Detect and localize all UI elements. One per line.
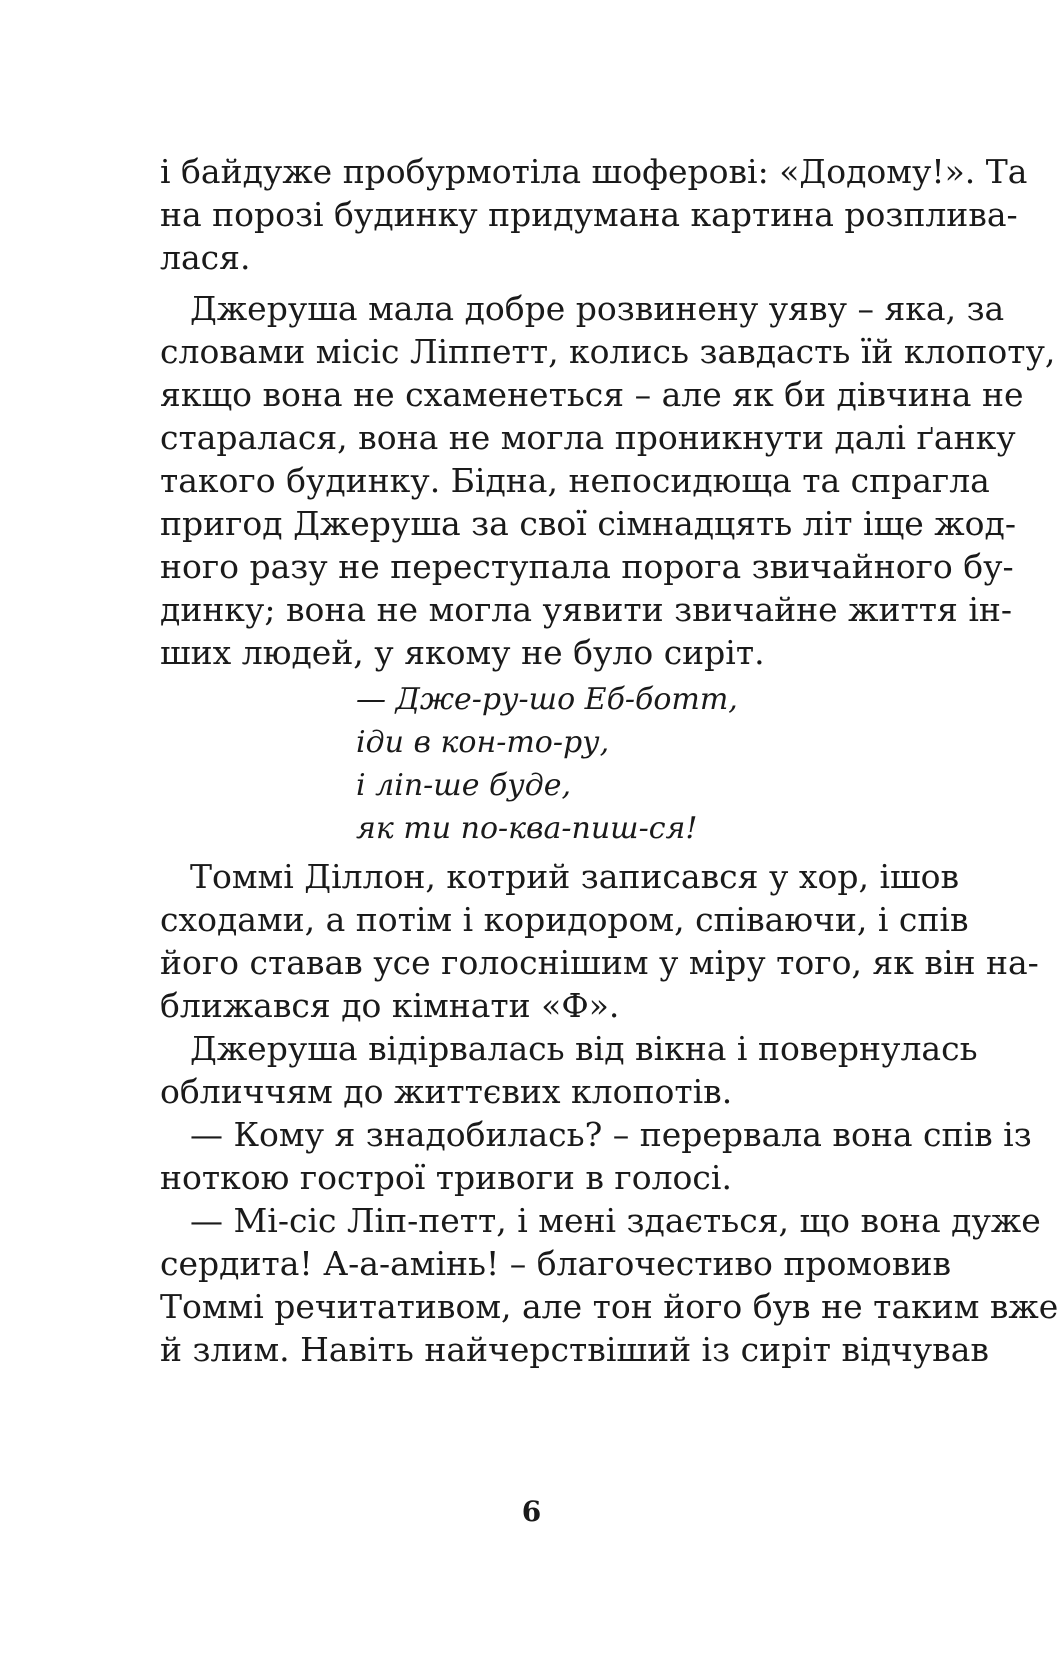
verse-line: іди в кон-то-ру, [356, 725, 610, 760]
text-line: й злим. Навіть найчерствіший із сиріт відчував [160, 1330, 990, 1369]
text-line: ших людей, у якому не було сиріт. [160, 633, 765, 672]
text-line: ноткою гострої тривоги в голосі. [160, 1158, 732, 1197]
text-line: словами місіс Ліппетт, колись завдасть їй клопоту, [160, 332, 1056, 371]
text-line: ного разу не переступала порога звичайного бу- [160, 547, 1014, 586]
text-line: і байдуже пробурмотіла шоферові: «Додому!». Та [160, 152, 1028, 191]
text-line: сходами, а потім і коридором, співаючи, і спів [160, 900, 969, 939]
text-line: пригод Джеруша за свої сімнадцять літ іще жод- [160, 504, 1016, 543]
dialogue-line: — Кому я знадобилась? – перервала вона спів із [190, 1115, 1032, 1154]
text-line: на порозі будинку придумана картина розплива- [160, 195, 1018, 234]
text-line: якщо вона не схаменеться – але як би дівчина не [160, 375, 1024, 414]
verse-line: і ліп-ше буде, [356, 768, 572, 803]
page-number: 6 [521, 1495, 542, 1528]
text-line: лася. [160, 238, 251, 277]
text-line: такого будинку. Бідна, непосидюща та спрагла [160, 461, 990, 500]
text-line: сердита! А-а-амінь! – благочестиво промовив [160, 1244, 952, 1283]
verse-line: як ти по-ква-пиш-ся! [356, 811, 698, 846]
text-line: обличчям до життєвих клопотів. [160, 1072, 733, 1111]
text-line: його ставав усе голоснішим у міру того, як він на- [160, 943, 1039, 982]
text-line: Томмі речитативом, але тон його був не таким вже [160, 1287, 1059, 1326]
verse-line: — Дже-ру-шо Еб-ботт, [356, 682, 738, 717]
text-line: Томмі Діллон, котрий записався у хор, ішов [190, 857, 960, 896]
text-line: Джеруша відірвалась від вікна і повернулась [190, 1029, 978, 1068]
text-line: старалася, вона не могла проникнути далі ґанку [160, 418, 1016, 457]
dialogue-line: — Мі-сіс Ліп-петт, і мені здається, що вона дуже [190, 1201, 1041, 1240]
text-line: динку; вона не могла уявити звичайне життя ін- [160, 590, 1013, 629]
text-line: Джеруша мала добре розвинену уяву – яка, за [190, 289, 1005, 328]
text-line: ближався до кімнати «Ф». [160, 986, 620, 1025]
